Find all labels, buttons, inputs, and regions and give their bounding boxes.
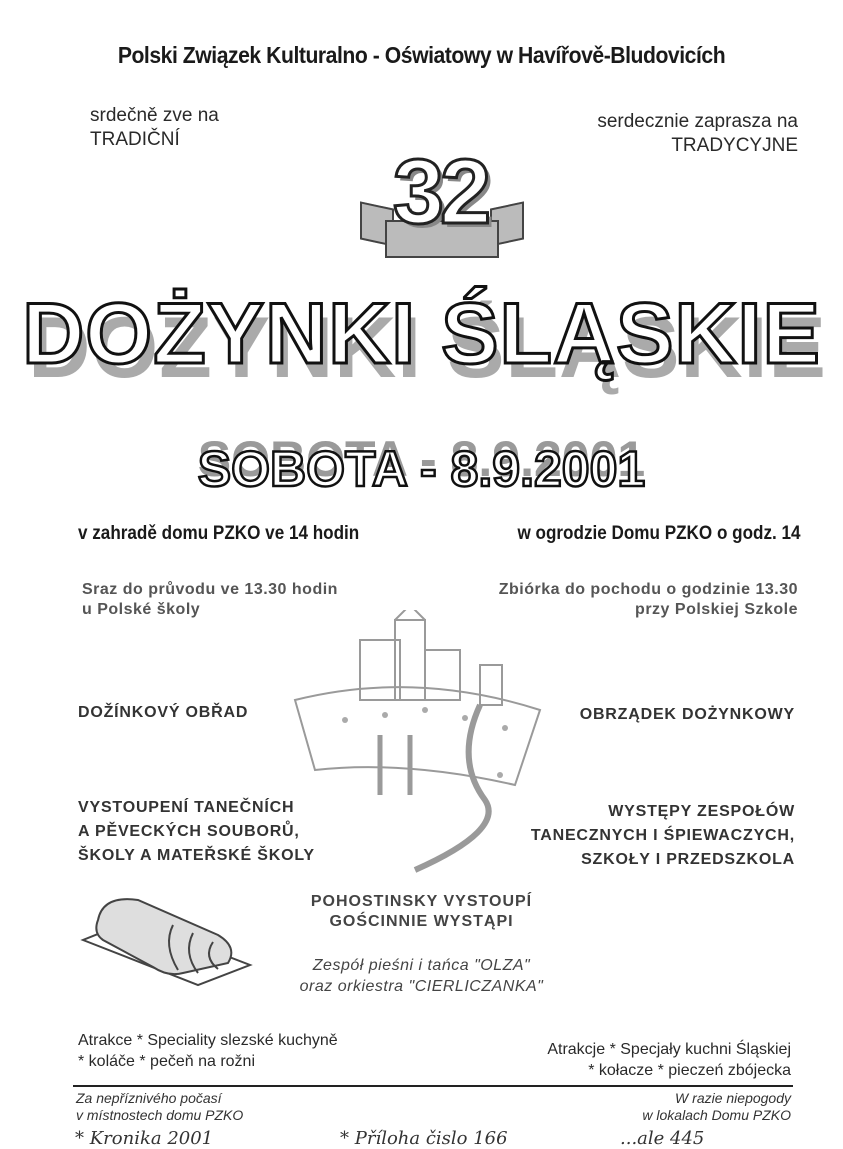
intro-polish-line2: TRADYCYJNE (671, 135, 798, 156)
attractions-polish-line2: * kołacze * pieczeń zbójecka (588, 1062, 791, 1079)
weather-czech-line2: v místnostech domu PZKO (76, 1107, 244, 1123)
tower-roof (395, 610, 425, 620)
building-right (425, 650, 460, 700)
performances-czech-line1: VYSTOUPENÍ TANEČNÍCH (78, 799, 295, 816)
intro-czech-line2: TRADIČNÍ (90, 129, 180, 150)
intro-czech (90, 104, 219, 152)
performances-polish-line3: SZKOŁY I PRZEDSZKOLA (581, 851, 795, 868)
road (415, 705, 489, 870)
performances-polish-line1: WYSTĘPY ZESPOŁÓW (608, 803, 795, 820)
field (295, 687, 540, 785)
attractions-polish-line1: Atrakcje * Specjały kuchni Śląskiej (547, 1041, 791, 1058)
band-info (0, 955, 843, 997)
attractions-polish (547, 1039, 791, 1081)
attractions-czech (78, 1030, 338, 1072)
organization-header: Polski Związek Kulturalno - Oświatowy w Havířově-Bludovicích (117, 42, 726, 68)
intro-polish (597, 110, 798, 158)
weather-czech-line1: Za nepříznivého počasí (76, 1090, 222, 1106)
meeting-czech-line1: Sraz do průvodu ve 13.30 hodin (82, 581, 338, 598)
meeting-polish-line2: przy Polskiej Szkole (635, 601, 798, 618)
band-line1: Zespół pieśni i tańca "OLZA" (312, 957, 531, 974)
edition-number: 32 (392, 141, 488, 243)
intro-polish-line1: serdecznie zaprasza na (597, 111, 798, 132)
performances-czech-line2: A PĚVECKÝCH SOUBORŮ, (78, 823, 300, 840)
weather-polish (642, 1090, 791, 1124)
handwritten-note-1: * Kronika 2001 (75, 1128, 214, 1149)
meeting-polish-line1: Zbiórka do pochodu o godzinie 13.30 (498, 581, 798, 598)
venue-czech: v zahradě domu PZKO ve 14 hodin (78, 523, 360, 544)
intro-czech-line1: srdečně zve na (90, 105, 219, 126)
handwritten-note-3: ...ale 445 (620, 1128, 705, 1149)
attractions-czech-line1: Atrakce * Speciality slezské kuchyně (78, 1032, 338, 1049)
performances-polish (531, 800, 795, 872)
guest-polish: GOŚCINNIE WYSTĄPI (329, 913, 514, 930)
attractions-czech-line2: * koláče * pečeň na rožni (78, 1053, 255, 1070)
performances-polish-line2: TANECZNYCH I ŚPIEWACZYCH, (530, 827, 795, 844)
footer-divider (73, 1085, 793, 1087)
village-illustration (285, 610, 555, 880)
weather-polish-line2: w lokalach Domu PZKO (642, 1107, 791, 1123)
weather-czech (76, 1090, 243, 1124)
handwritten-note-2: * Příloha čislo 166 (340, 1128, 508, 1149)
performances-czech (78, 796, 315, 868)
guest-czech: POHOSTINSKY VYSTOUPÍ (310, 893, 533, 910)
weather-polish-line1: W razie niepogody (675, 1090, 791, 1106)
ritual-polish: OBRZĄDEK DOŻYNKOWY (579, 706, 795, 723)
ritual-czech: DOŽÍNKOVÝ OBŘAD (78, 704, 249, 721)
performances-czech-line3: ŠKOLY A MATEŘSKÉ ŠKOLY (78, 847, 315, 864)
meeting-czech-line2: u Polské školy (82, 601, 201, 618)
fence-posts (380, 735, 410, 795)
event-date: SOBOTA - 8.9.2001 (197, 441, 646, 497)
band-line2: oraz orkiestra "CIERLICZANKA" (299, 978, 544, 995)
venue-polish: w ogrodzie Domu PZKO o godz. 14 (517, 523, 801, 544)
event-title: DOŻYNKI ŚLĄSKIE (22, 286, 821, 382)
